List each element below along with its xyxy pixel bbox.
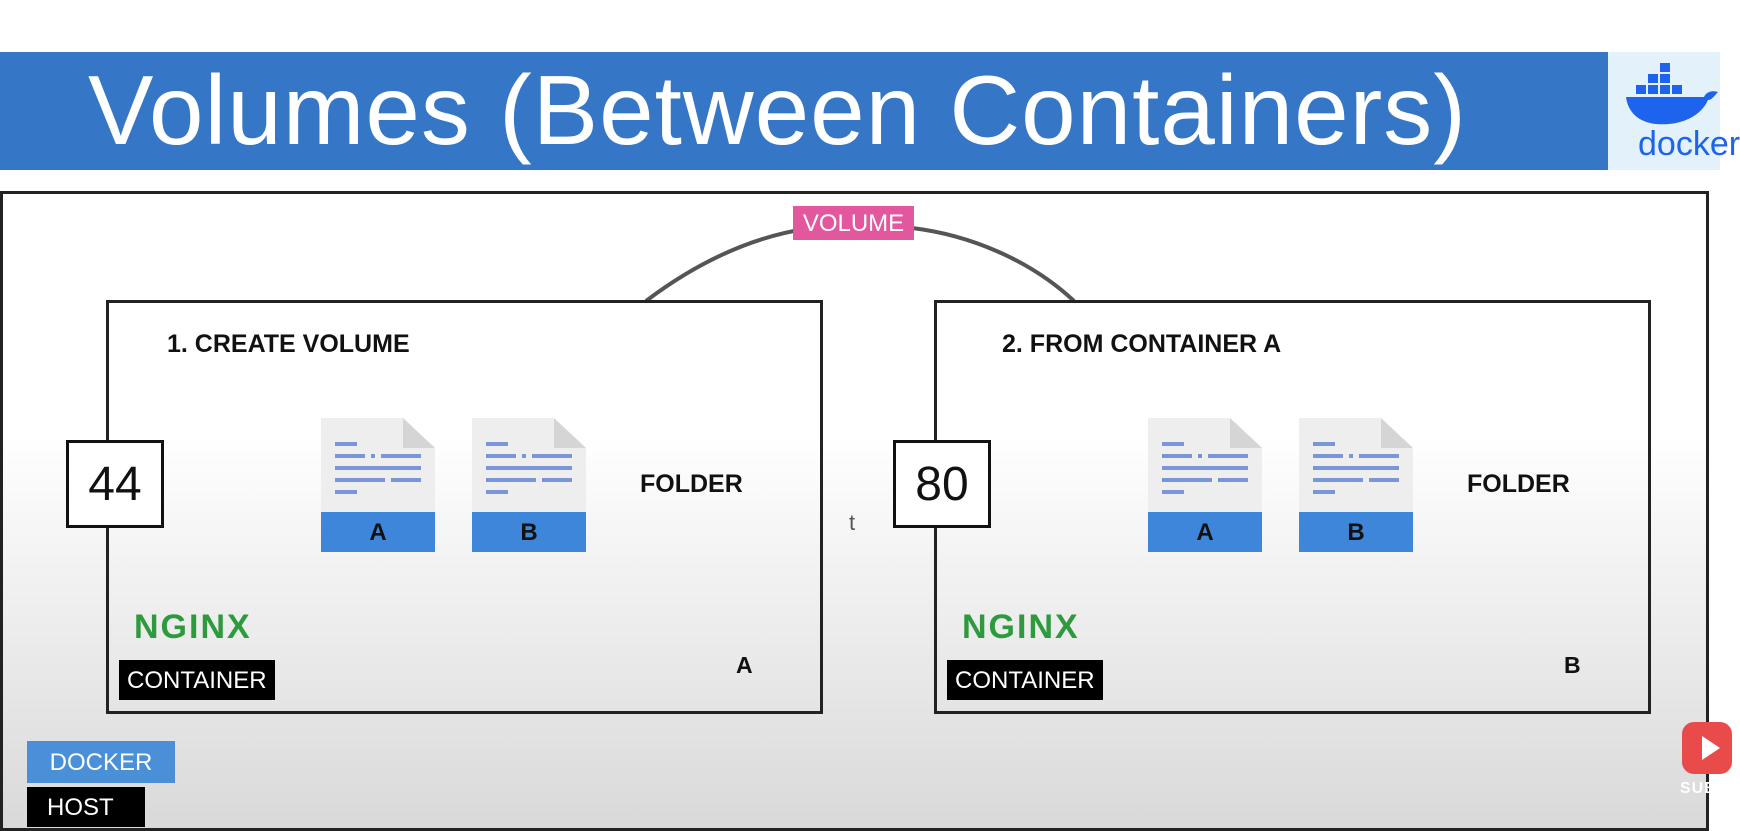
port-box-b: 80 [893, 440, 991, 528]
container-b-box [934, 300, 1651, 714]
stray-text: t [849, 510, 856, 535]
file-b-icon [472, 418, 586, 552]
file-a-icon [1148, 418, 1262, 552]
docker-logo-text: docker [1638, 125, 1740, 163]
step-2-label: 2. FROM CONTAINER A [1002, 330, 1282, 358]
folder-label-b: FOLDER [1467, 470, 1570, 498]
file-b-icon [1299, 418, 1413, 552]
container-a-box [106, 300, 823, 714]
container-tag-a: CONTAINER [119, 660, 275, 700]
subscribe-text: SUBS [1680, 780, 1729, 797]
port-box-a: 44 [66, 440, 164, 528]
step-1-label: 1. CREATE VOLUME [167, 330, 410, 358]
youtube-play-icon [1702, 736, 1720, 760]
container-letter-b: B [1564, 652, 1581, 678]
file-label: B [1299, 512, 1413, 552]
file-label: A [321, 512, 435, 552]
volume-badge: VOLUME [793, 206, 914, 240]
host-tag: HOST [27, 787, 145, 827]
docker-host-tag: DOCKER [27, 741, 175, 783]
file-a-icon [321, 418, 435, 552]
nginx-logo-b: NGINX [962, 608, 1080, 646]
file-label: A [1148, 512, 1262, 552]
container-letter-a: A [736, 652, 753, 678]
folder-label-a: FOLDER [640, 470, 743, 498]
container-tag-b: CONTAINER [947, 660, 1103, 700]
nginx-logo-a: NGINX [134, 608, 252, 646]
page-title: Volumes (Between Containers) [88, 55, 1467, 165]
file-label: B [472, 512, 586, 552]
